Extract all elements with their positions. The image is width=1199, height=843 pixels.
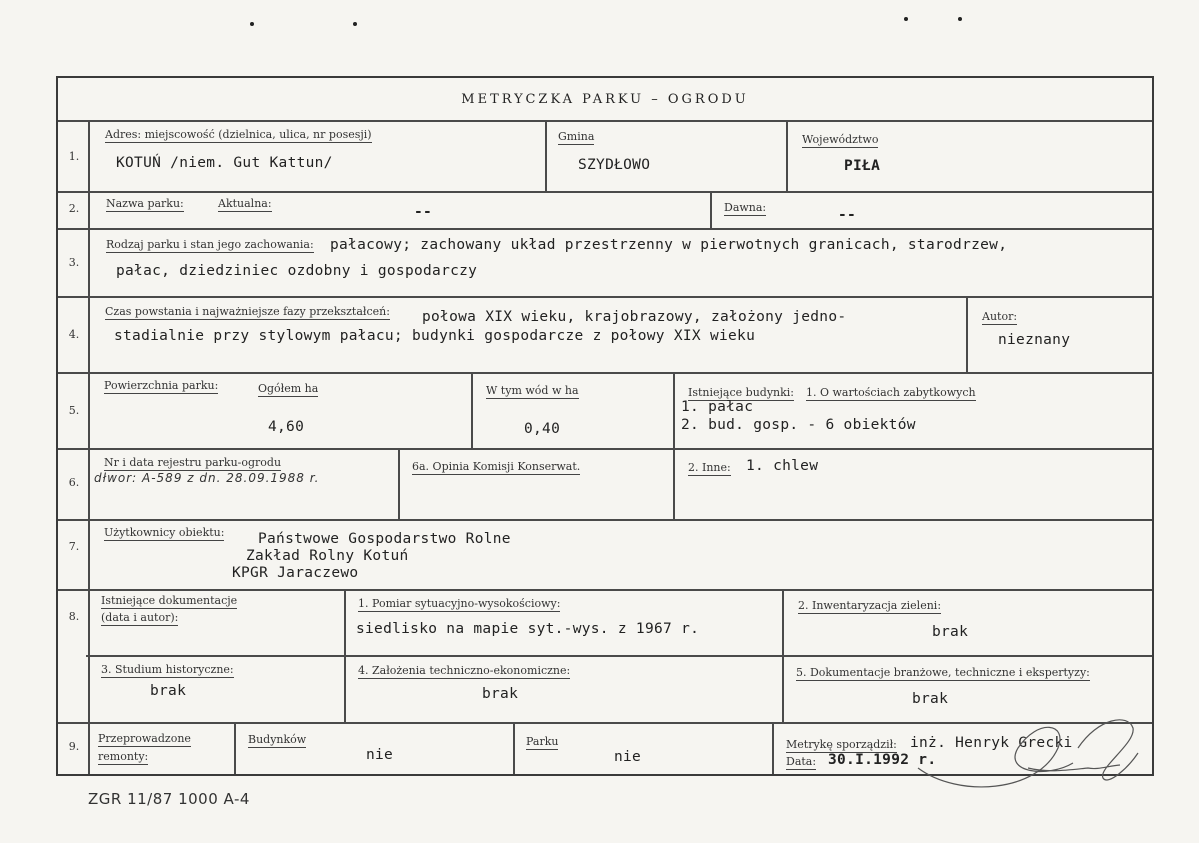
park-renovation-label: Parku: [526, 735, 559, 748]
users-label: Użytkownicy obiektu:: [104, 526, 225, 539]
users-line1: Państwowe Gospodarstwo Rolne: [258, 531, 511, 547]
current-name-label: Aktualna:: [218, 197, 272, 210]
park-type-line2: pałac, dziedziniec ozdobny i gospodarczy: [116, 263, 478, 279]
gmina-label: Gmina: [558, 130, 595, 143]
monument-buildings-label: 1. O wartościach zabytkowych: [806, 386, 976, 399]
historical-study-label: 3. Studium historyczne:: [101, 663, 234, 676]
voivodeship-label: Województwo: [802, 133, 879, 146]
registry-value: dłwor: A-589 z dn. 28.09.1988 r.: [94, 471, 320, 485]
row-number: 7.: [68, 540, 80, 553]
card-title: METRYCZKA PARKU – OGRODU: [461, 92, 749, 107]
history-phases-line1: połowa XIX wieku, krajobrazowy, założony jedno-: [422, 309, 847, 325]
row-number: 8.: [68, 610, 80, 623]
row-number: 4.: [68, 328, 80, 341]
date-label: Data:: [786, 755, 817, 768]
building-item-2: 2. bud. gosp. - 6 obiektów: [681, 417, 916, 433]
prepared-by-value: inż. Henryk Grecki: [910, 735, 1073, 751]
water-area-label: W tym wód w ha: [486, 384, 579, 397]
row-number: 9.: [68, 740, 80, 753]
park-area-label: Powierzchnia parku:: [104, 379, 219, 392]
park-record-card: [56, 76, 1154, 776]
greenery-inventory-label: 2. Inwentaryzacja zieleni:: [798, 599, 942, 612]
branch-docs-value: brak: [912, 691, 949, 707]
row-number: 1.: [68, 150, 80, 163]
park-renovation-value: nie: [614, 749, 642, 765]
total-area-label: Ogółem ha: [258, 382, 319, 395]
punch-hole: [353, 22, 357, 26]
history-phases-line2: stadialnie przy stylowym pałacu; budynki gospodarcze z połowy XIX wieku: [114, 328, 756, 344]
other-buildings-value: 1. chlew: [746, 458, 819, 474]
park-type-label: Rodzaj parku i stan jego zachowania:: [106, 238, 314, 251]
total-area-value: 4,60: [268, 419, 305, 435]
punch-hole: [250, 22, 254, 26]
history-phases-label: Czas powstania i najważniejsze fazy przekształceń:: [105, 305, 390, 318]
punch-hole: [958, 17, 962, 21]
branch-docs-label: 5. Dokumentacje branżowe, techniczne i ekspertyzy:: [796, 666, 1090, 679]
survey-label: 1. Pomiar sytuacyjno-wysokościowy:: [358, 597, 561, 610]
documentation-label: Istniejące dokumentacje: [101, 594, 238, 607]
historical-study-value: brak: [150, 683, 187, 699]
address-value: KOTUŃ /niem. Gut Kattun/: [116, 155, 333, 171]
row-number: 2.: [68, 202, 80, 215]
survey-value: siedlisko na mapie syt.-wys. z 1967 r.: [356, 621, 700, 637]
park-name-label: Nazwa parku:: [106, 197, 184, 210]
greenery-inventory-value: brak: [932, 624, 969, 640]
author-label: Autor:: [982, 310, 1018, 323]
date-value: 30.I.1992 r.: [828, 752, 937, 768]
park-type-line1: pałacowy; zachowany układ przestrzenny w pierwotnych granicach, starodrzew,: [330, 237, 1008, 253]
conservator-opinion-label: 6a. Opinia Komisji Konserwat.: [412, 460, 581, 473]
gmina-value: SZYDŁOWO: [578, 157, 651, 173]
voivodeship-value: PIŁA: [844, 158, 881, 174]
renovations-sublabel: remonty:: [98, 750, 149, 763]
registry-label: Nr i data rejestru parku-ogrodu: [104, 456, 282, 469]
former-name-value: --: [838, 207, 857, 223]
row-number: 6.: [68, 476, 80, 489]
current-name-value: --: [414, 204, 433, 220]
documentation-sublabel: (data i autor):: [101, 611, 179, 624]
buildings-renovation-value: nie: [366, 747, 394, 763]
users-line2: Zakład Rolny Kotuń: [246, 548, 409, 564]
users-line3: KPGR Jaraczewo: [232, 565, 359, 581]
prepared-by-label: Metrykę sporządził:: [786, 738, 897, 751]
author-value: nieznany: [998, 332, 1071, 348]
address-label: Adres: miejscowość (dzielnica, ulica, nr posesji): [105, 128, 372, 141]
tech-economic-label: 4. Założenia techniczno-ekonomiczne:: [358, 664, 571, 677]
punch-hole: [904, 17, 908, 21]
existing-buildings-label: Istniejące budynki:: [688, 386, 795, 399]
renovations-label: Przeprowadzone: [98, 732, 191, 745]
tech-economic-value: brak: [482, 686, 519, 702]
former-name-label: Dawna:: [724, 201, 767, 214]
signature: [898, 708, 1148, 798]
buildings-renovation-label: Budynków: [248, 733, 307, 746]
water-area-value: 0,40: [524, 421, 561, 437]
row-number: 5.: [68, 404, 80, 417]
form-code: ZGR 11/87 1000 A-4: [88, 790, 250, 808]
other-buildings-label: 2. Inne:: [688, 461, 731, 474]
building-item-1: 1. pałac: [681, 399, 754, 415]
row-number: 3.: [68, 256, 80, 269]
